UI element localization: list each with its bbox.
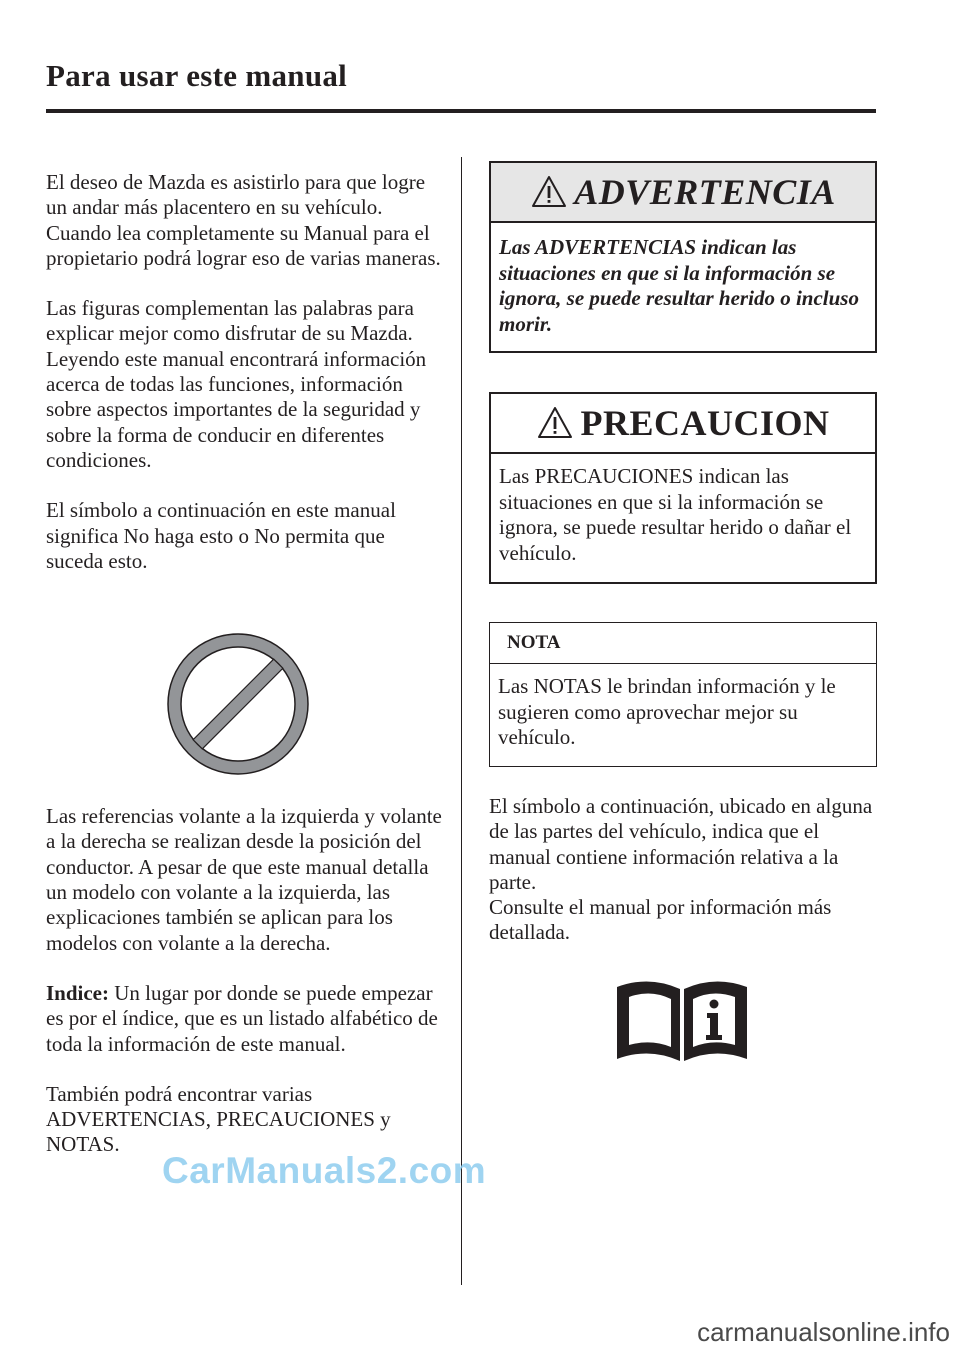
warning-triangle-icon xyxy=(536,405,574,441)
steering-paragraph: Las referencias volante a la izquierda y volante a la derecha se realizan desde la posición del conductor. A pesar de que este manual detalla un modelo con volante a la izquierda, las explicaciones también se aplican para los modelos con volante a la derecha. xyxy=(46,804,442,955)
caution-text: Las PRECAUCIONES indican las situaciones en que si la información se ignora, se puede resultar herido o dañar el vehículo. xyxy=(499,464,852,565)
notices-paragraph: También podrá encontrar varias ADVERTENCIAS, PRECAUCIONES y NOTAS. xyxy=(46,1081,391,1157)
index-paragraph xyxy=(46,981,446,1057)
consult-paragraph: Consulte el manual por información más detallada. xyxy=(489,895,832,945)
warning-box-header xyxy=(491,163,875,223)
title-rule xyxy=(46,109,876,113)
warning-triangle-icon xyxy=(530,174,568,210)
warning-box xyxy=(489,161,877,353)
prohibition-paragraph: El símbolo a continuación en este manual significa No haga esto o No permita que suceda esto. xyxy=(46,498,396,573)
page-title: Para usar este manual xyxy=(46,58,348,93)
note-text: Las NOTAS le brindan información y le sugieren como aprovechar mejor su vehículo. xyxy=(498,674,836,749)
intro-paragraph: El deseo de Mazda es asistirlo para que logre un andar más placentero en su vehículo. Cuando lea completamente su Manual para el propietario podrá lograr eso de varias maneras. xyxy=(46,170,441,270)
note-title: NOTA xyxy=(507,632,561,653)
overlay-watermark: CarManuals2.com xyxy=(162,1150,487,1191)
warning-text: Las ADVERTENCIAS indican las situaciones en que si la información se ignora, se puede resultar herido o incluso morir. xyxy=(499,235,859,336)
open-book-info-icon xyxy=(613,975,751,1065)
caution-box xyxy=(489,392,877,584)
index-text: Un lugar por donde se puede empezar es por el índice, que es un listado alfabético de toda la información de este manual. xyxy=(46,980,438,1056)
index-label: Indice: xyxy=(46,980,109,1005)
no-entry-circle-icon xyxy=(165,631,311,777)
warning-title: ADVERTENCIA xyxy=(574,172,836,212)
column-divider xyxy=(461,157,462,1285)
note-box-header xyxy=(490,623,876,664)
footer-watermark: carmanualsonline.info xyxy=(697,1317,950,1347)
right-column-text xyxy=(489,794,879,971)
manual-symbol-paragraph: El símbolo a continuación, ubicado en alguna de las partes del vehículo, indica que el manual contiene información relativa a la parte. xyxy=(489,794,873,894)
note-box xyxy=(489,622,877,767)
figures-paragraph: Las figuras complementan las palabras para explicar mejor como disfrutar de su Mazda. Leyendo este manual encontrará información acerca de todas las funciones, información sobre aspectos importantes de la seguridad y sobre la forma de conducir en diferentes condiciones. xyxy=(46,296,427,472)
caution-title: PRECAUCION xyxy=(580,403,830,443)
caution-box-header xyxy=(491,394,875,454)
